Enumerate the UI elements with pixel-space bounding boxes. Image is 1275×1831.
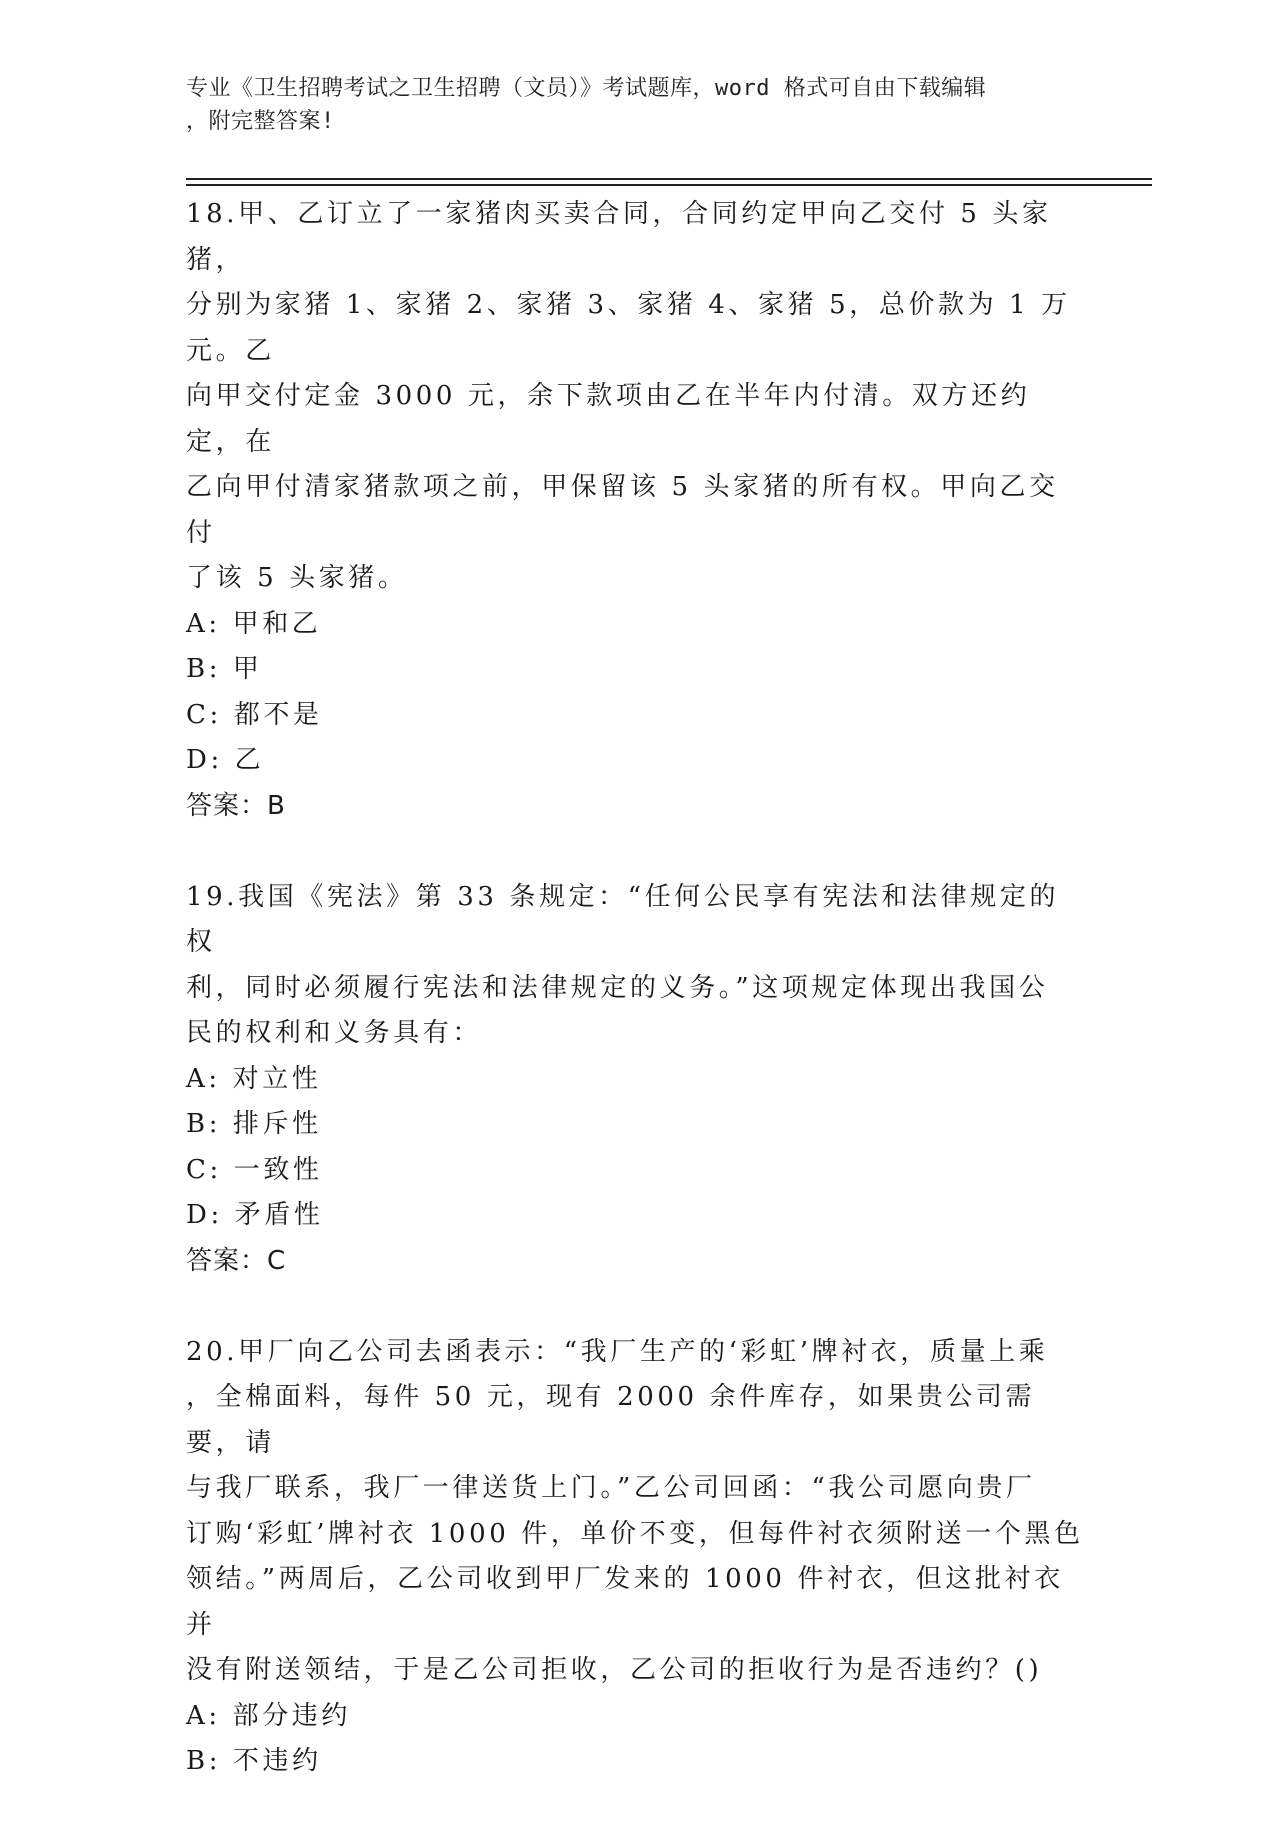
question-text (186, 875, 1086, 1057)
question-line: 没有附送领结，于是乙公司拒收，乙公司的拒收行为是否违约？() (186, 1655, 1043, 1685)
header-divider-bottom (186, 184, 1152, 186)
question-line: 20.甲厂向乙公司去函表示：“我厂生产的‘彩虹’牌衬衣，质量上乘 (186, 1336, 1049, 1367)
question-text (186, 1330, 1086, 1694)
option-b: B: 排斥性 (186, 1109, 322, 1139)
answer-label: 答案：B (186, 790, 286, 821)
option-b: B: 不违约 (186, 1746, 322, 1776)
question-text (186, 192, 1086, 602)
question-19 (186, 875, 1086, 1284)
question-line: 领结。”两周后，乙公司收到甲厂发来的 1000 件衬衣，但这批衬衣并 (186, 1564, 1064, 1640)
question-line: 18.甲、乙订立了一家猪肉买卖合同，合同约定甲向乙交付 5 头家猪， (186, 199, 1052, 275)
option-a: A: 甲和乙 (186, 608, 322, 639)
question-line: 乙向甲付清家猪款项之前，甲保留该 5 头家猪的所有权。甲向乙交付 (186, 472, 1059, 548)
answer-label: 答案：C (186, 1245, 287, 1276)
option-a: A: 对立性 (186, 1063, 322, 1094)
header-divider-top (186, 178, 1152, 180)
question-line: 分别为家猪 1、家猪 2、家猪 3、家猪 4、家猪 5，总价款为 1 万元。乙 (186, 290, 1071, 366)
question-line: 与我厂联系，我厂一律送货上门。”乙公司回函：“我公司愿向贵厂 (186, 1473, 1036, 1503)
option-c: C: 一致性 (186, 1154, 323, 1185)
option-a: A: 部分违约 (186, 1700, 352, 1731)
option-d: D: 矛盾性 (186, 1200, 324, 1230)
option-d: D: 乙 (186, 745, 265, 775)
option-c: C: 都不是 (186, 699, 323, 730)
question-line: 向甲交付定金 3000 元，余下款项由乙在半年内付清。双方还约定，在 (186, 381, 1031, 457)
question-list (186, 192, 1086, 1831)
question-20 (186, 1330, 1086, 1785)
question-18 (186, 192, 1086, 829)
question-line: ，全棉面料，每件 50 元，现有 2000 余件库存，如果贵公司需要，请 (186, 1382, 1036, 1458)
question-line: 订购‘彩虹’牌衬衣 1000 件，单价不变，但每件衬衣须附送一个黑色 (186, 1518, 1084, 1549)
question-line: 利，同时必须履行宪法和法律规定的义务。”这项规定体现出我国公 (186, 972, 1049, 1003)
option-b: B: 甲 (186, 654, 263, 684)
question-line: 民的权利和义务具有： (186, 1018, 483, 1048)
question-line: 19.我国《宪法》第 33 条规定：“任何公民享有宪法和法律规定的权 (186, 881, 1060, 957)
question-line: 了该 5 头家猪。 (186, 563, 408, 593)
document-header: 专业《卫生招聘考试之卫生招聘（文员）》考试题库，word 格式可自由下载编辑 ，附完整答案! (186, 76, 987, 134)
